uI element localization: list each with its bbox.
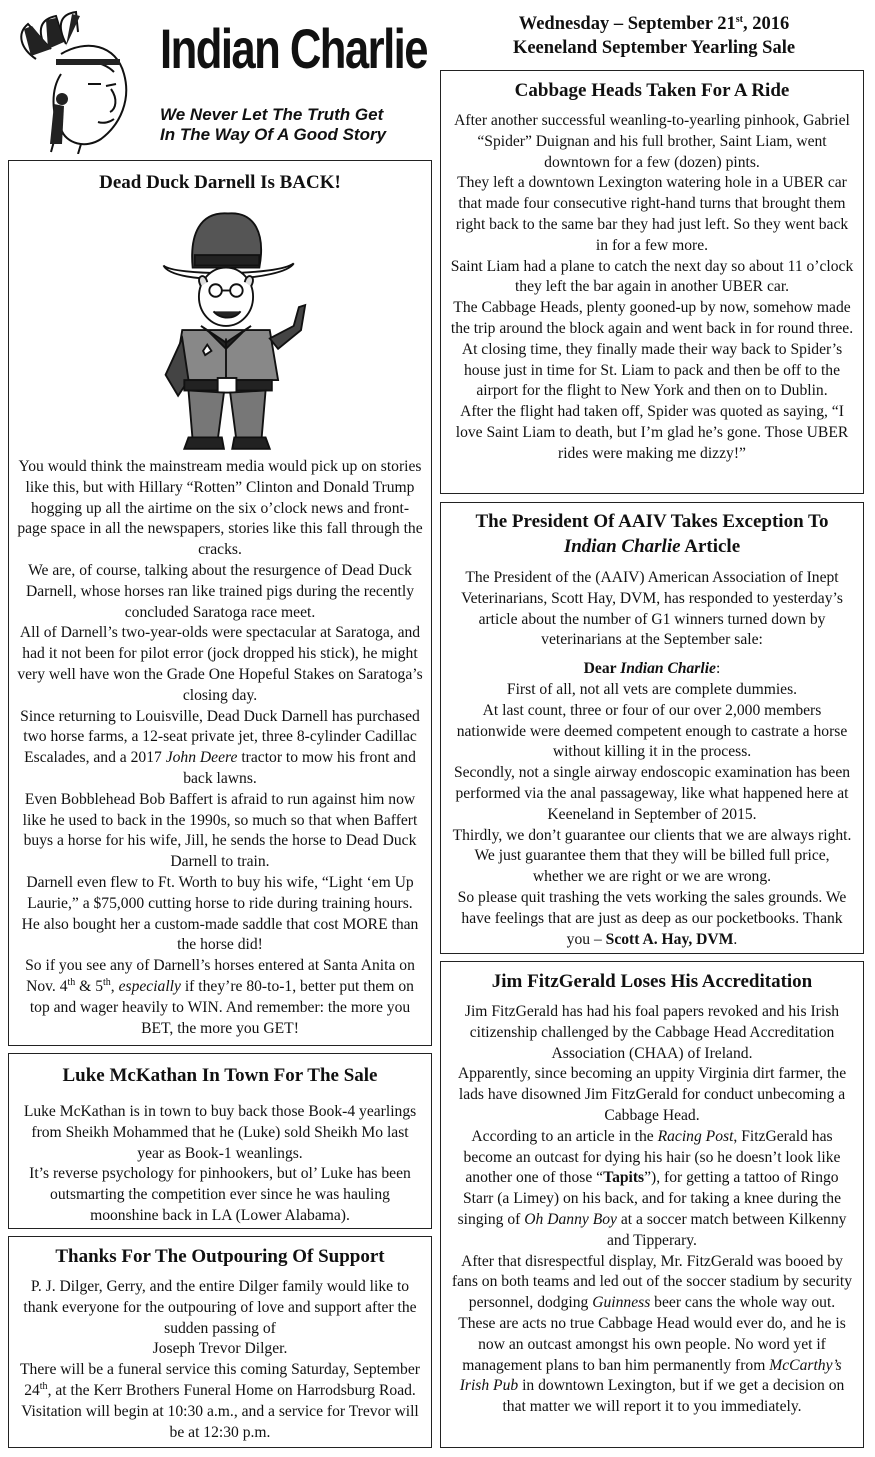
issue-date: Wednesday – September 21st, 2016 <box>518 13 790 34</box>
article-body: Luke McKathan is in town to buy back those Book-4 yearlings from Sheikh Mohammed that he (Luke) sold Sheikh Mo last year as Book-1 weanlings. It’s reverse psychology for pinhookers, but ol’ Luke has been outsmarting the competition ever since he was hauling moonshine back in LA (Lower Alabama). <box>23 1103 417 1224</box>
article-body: P. J. Dilger, Gerry, and the entire Dilger family would like to thank everyone for the outpouring of love and support after the sudden passing of Joseph Trevor Dilger. There will be a funeral service this coming Saturday, September 24th, at the Kerr Brothers Funeral Home on Harrodsburg Road. Visitation will begin at 10:30 a.m., and a service for Trevor will be at 12:30 p.m. <box>20 1278 420 1441</box>
masthead-tagline: We Never Let The Truth Get In The Way Of A Good Story <box>160 105 387 144</box>
article-luke <box>8 1053 432 1229</box>
article-body: You would think the mainstream media would pick up on stories like this, but with Hillary “Rotten” Clinton and Donald Trump hogging up all the airtime on the six o’clock news and front-page space in all the newspapers, stories like this fall through the cracks. We are, of course, talking about the resurgence of Dead Duck Darnell, whose horses ran like trained pigs during the recently concluded Saratoga race meet. All of Darnell’s two-year-olds were spectacular at Saratoga, and had it not been for pilot error (jock dropped his stick), he might very well have won the Grade One Hopeful Stakes on Saratoga’s closing day. Since returning to Louisville, Dead Duck Darnell has purchased two horse farms, a 12-seat private jet, three 8-cylinder Cadillac Escalades, and a 2017 John Deere tractor to mow his front and back lawns. Even Bobblehead Bob Baffert is afraid to run against him now like he used to back in the 1990s, so much so that when Baffert buys a horse for his wife, Jill, he sends the horse to Dead Duck Darnell to train. Darnell even flew to Ft. Worth to buy his wife, “Light ‘em Up Laurie,” a $75,000 cutting horse to ride during training hours. He also bought her a custom-made saddle that cost MORE than the horse did! So if you see any of Darnell’s horses entered at Santa Anita on Nov. 4th & 5th, especially if they’re 80-to-1, better put them on top and wager heavily to WIN. And remember: the more you BET, the more you GET! <box>17 458 423 1037</box>
dateline <box>440 12 868 60</box>
article-thanks <box>8 1236 432 1448</box>
event-name: Keeneland September Yearling Sale <box>512 38 796 58</box>
article-title: Cabbage Heads Taken For A Ride <box>514 80 790 101</box>
article-title: Luke McKathan In Town For The Sale <box>62 1065 378 1086</box>
article-fitzgerald <box>440 961 864 1448</box>
article-aaiv <box>440 502 864 954</box>
article-title: Jim FitzGerald Loses His Accreditation <box>491 971 813 992</box>
indian-head-logo <box>6 4 156 154</box>
article-darnell <box>8 160 432 1046</box>
article-title: Dead Duck Darnell Is BACK! <box>99 172 341 193</box>
masthead-title: Indian Charlie <box>160 17 427 80</box>
article-title: Thanks For The Outpouring Of Support <box>55 1246 385 1267</box>
article-body: The President of the (AAIV) American Association of Inept Veterinarians, Scott Hay, DVM, has responded to yesterday’s article about the number of G1 winners turned down by veterinarians at the September sale: Dear Indian Charlie: First of all, not all vets are complete dummies. At last count, three or four of our over 2,000 members nationwide were deemed competent enough to castrate a horse without killing it in the process. Secondly, not a single airway endoscopic examination has been performed via the anal passageway, like what happened here at Keeneland in September of 2015. Thirdly, we don’t guarantee our clients that we are always right. We just guarantee them that they will be billed full price, whether we are right or we are wrong. So please quit trashing the vets working the sales grounds. We have feelings that are just as deep as our pocketbooks. Thank you – Scott A. Hay, DVM. <box>449 568 855 950</box>
article-body: After another successful weanling-to-yearling pinhook, Gabriel “Spider” Duignan and his full brother, Saint Liam, went downtown for a few (dozen) pints. They left a downtown Lexington watering hole in a UBER car that made four consecutive right-hand turns that brought them right back to the same bar they had just left. So they went back in for a few more. Saint Liam had a plane to catch the next day so about 11 o’clock they left the bar again in another UBER car. The Cabbage Heads, plenty gooned-up by now, somehow made the trip around the block again and went back in for round three. At closing time, they finally made their way back to Spider’s house just in time for St. Liam to pack and then be off to the airport for the flight to New York and then on to Dublin. After the flight had taken off, Spider was quoted as saying, “I love Saint Liam to death, but I’m glad he’s gone. Those UBER rides were making me dizzy!” <box>450 112 854 462</box>
article-title: The President Of AAIV Takes Exception To Indian Charlie Article <box>475 511 829 557</box>
cowboy-cartoon-illustration <box>141 203 311 453</box>
letter-salutation: Dear Indian Charlie: <box>583 660 721 678</box>
article-body: Jim FitzGerald has had his foal papers revoked and his Irish citizenship challenged by the Cabbage Head Accreditation Association (CHAA) of Ireland. Apparently, since becoming an uppity Virginia dirt farmer, the lads have disowned Jim FitzGerald for conduct unbecoming a Cabbage Head. According to an article in the Racing Post, FitzGerald has become an outcast for dying his hair (so he doesn’t look like another one of those “Tapits”), for getting a tattoo of Ringo Starr (a Limey) on his back, and for taking a knee during the singing of Oh Danny Boy at a soccer match between Kilkenny and Tipperary. After that disrespectful display, Mr. FitzGerald was booed by fans on both teams and led out of the soccer stadium by security personnel, dodging Guinness beer cans the whole way out. These are acts no true Cabbage Head would ever do, and he is now an outcast amongst his own people. No word yet if management plans to ban him permanently from McCarthy’s Irish Pub in downtown Lexington, but if we get a decision on that matter we will report it to you immediately. <box>451 1003 853 1416</box>
article-cabbage <box>440 70 864 494</box>
